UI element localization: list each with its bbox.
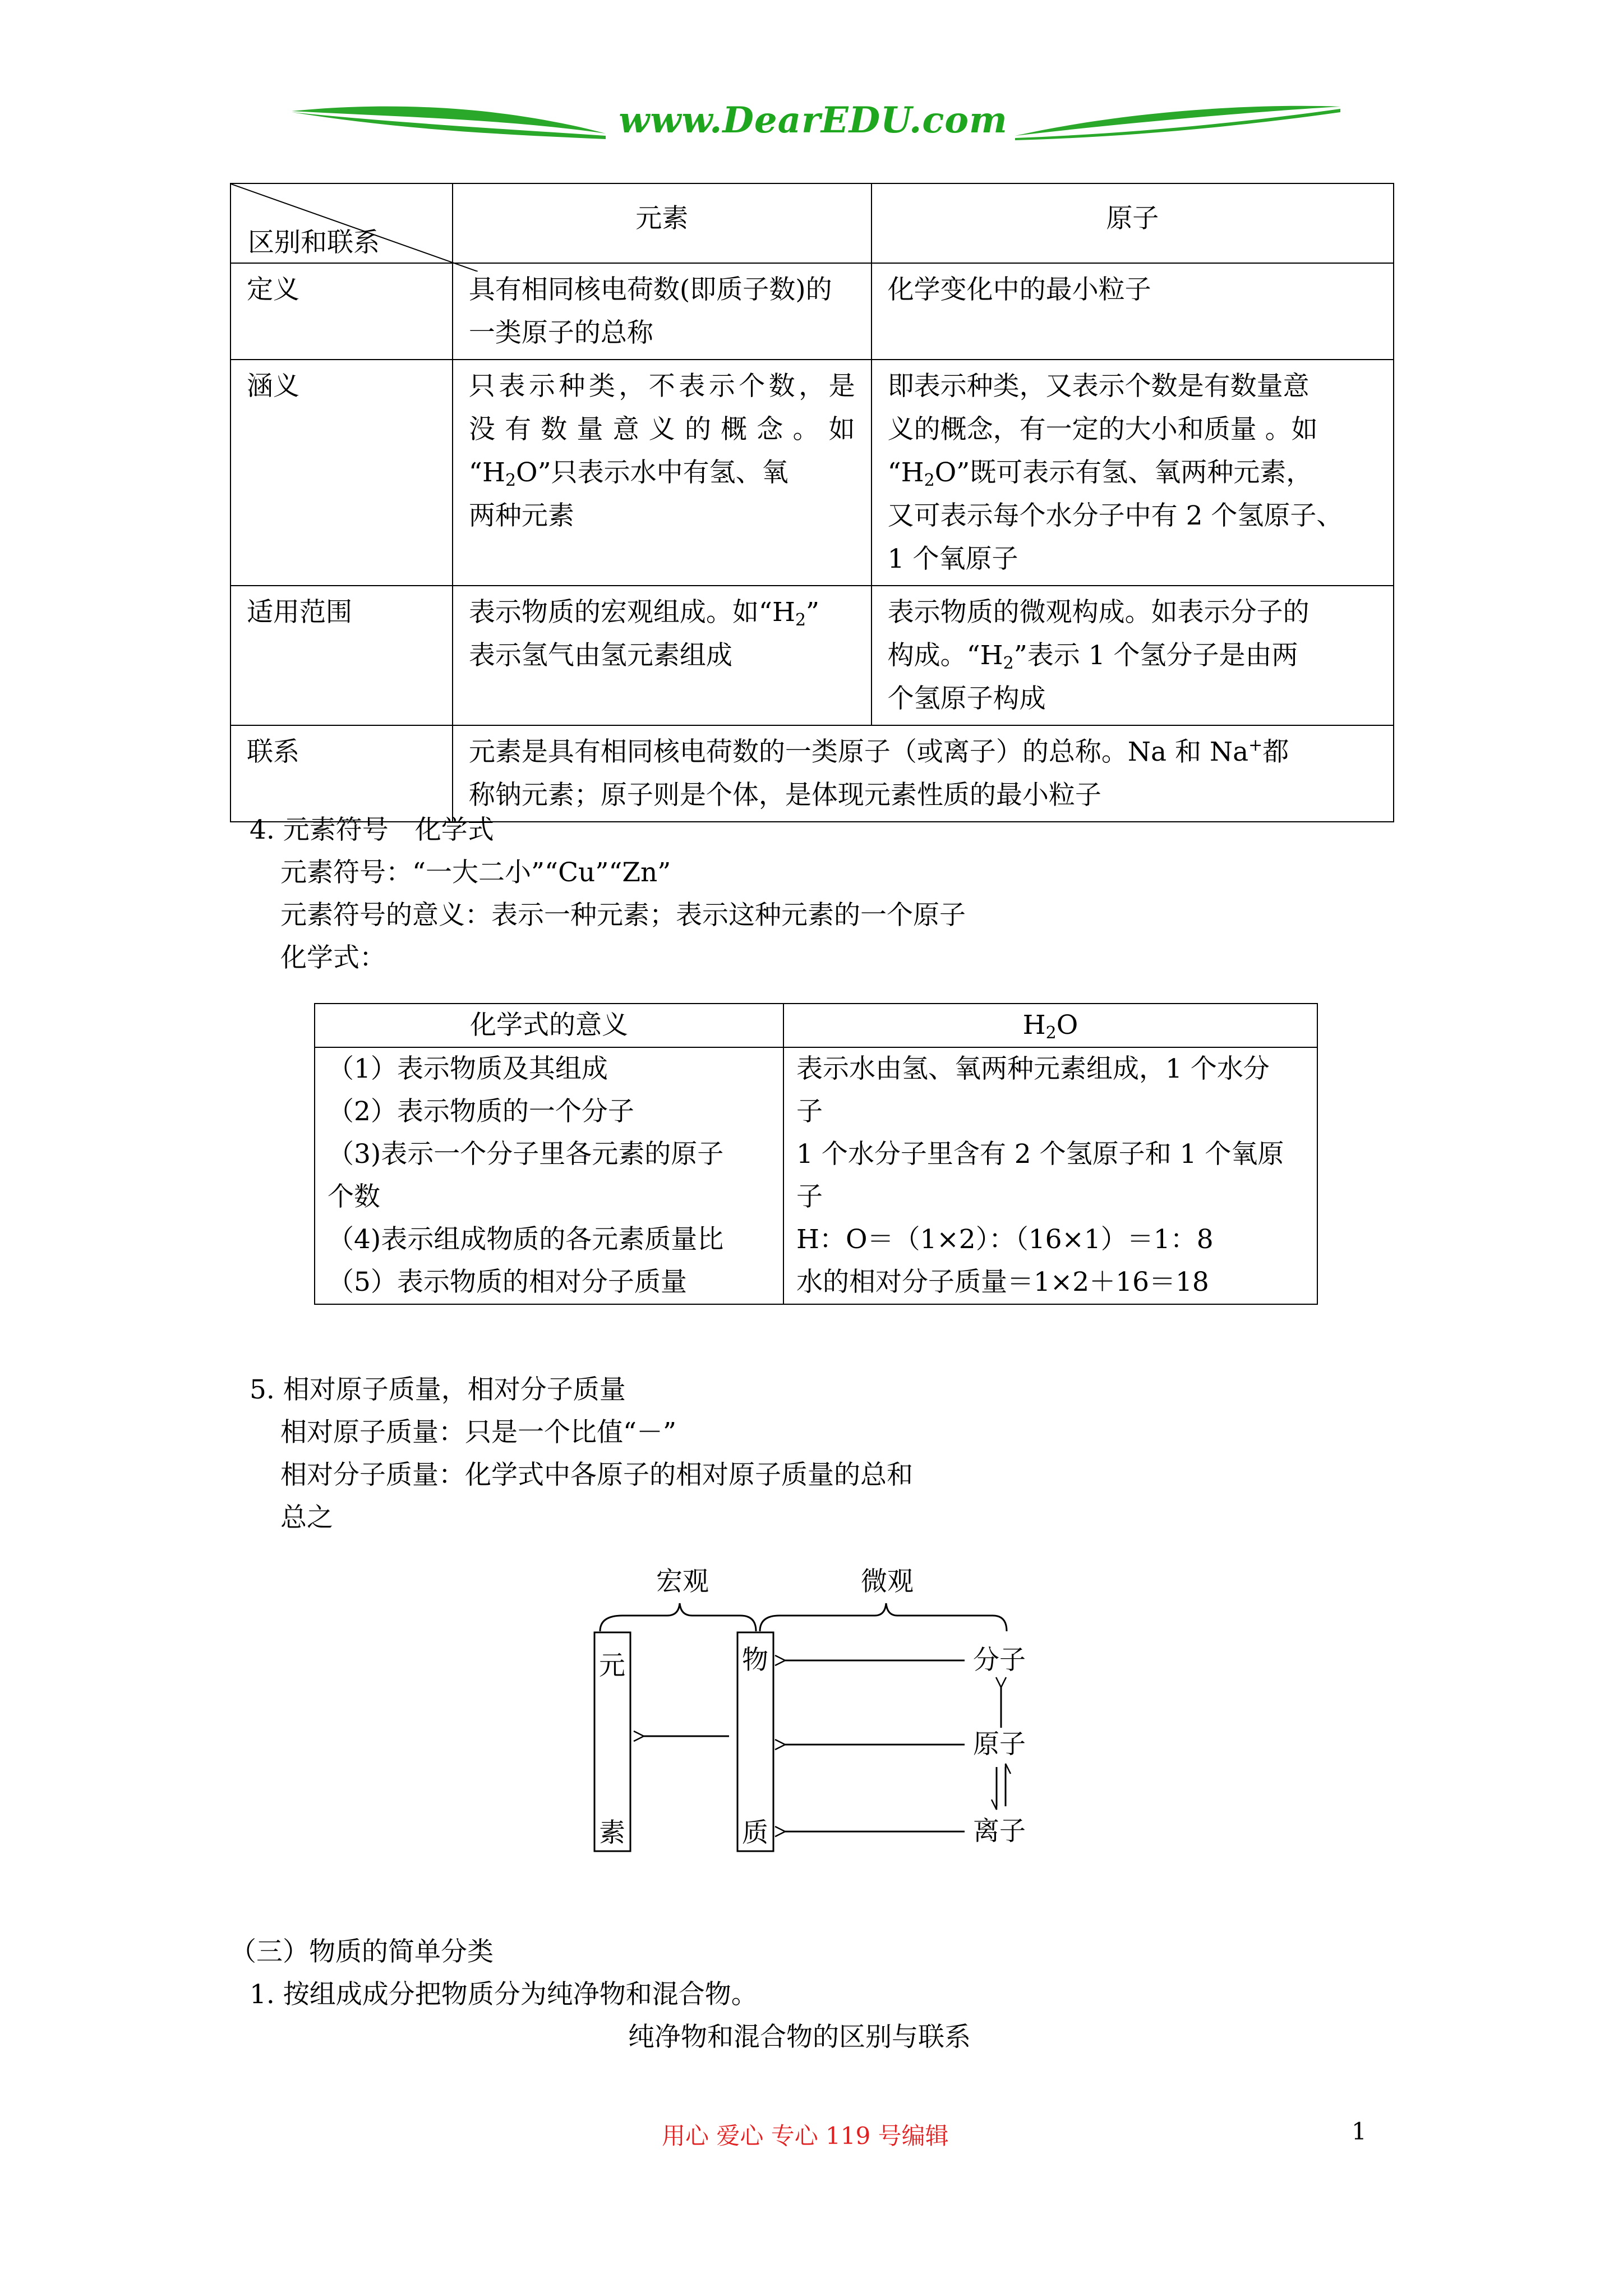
meaning-atom: 即表示种类，又表示个数是有数量意 义的概念，有一定的大小和质量 。如 “$H_2O$”既可表示有氢、氧两种元素， 又可表示每个水分子中有 2 个氢原子、 1 个氧原子 <box>872 360 1394 586</box>
label-element-top: 元 <box>599 1650 625 1681</box>
col-header-h2o: $H_2O$ <box>783 1004 1317 1047</box>
formula-meaning-table <box>314 1003 1318 1305</box>
page-number: 1 <box>1352 2118 1367 2145</box>
footer-text: 用心 爱心 专心 119 号编辑 <box>662 2122 949 2150</box>
scope-element: 表示物质的宏观组成。如“$H_2$” 表示氢气由氢元素组成 <box>453 586 872 725</box>
label-macro: 宏观 <box>656 1566 709 1597</box>
row-label-definition: 定义 <box>230 263 453 360</box>
row-label-relation: 联系 <box>230 725 453 822</box>
table-corner-cell <box>230 183 453 263</box>
definition-atom: 化学变化中的最小粒子 <box>872 263 1394 360</box>
meaning-list: （1）表示物质及其组成 （2）表示物质的一个分子 （3)表示一个分子里各元素的原子 个数 （4)表示组成物质的各元素质量比 （5）表示物质的相对分子质量 <box>315 1047 783 1304</box>
section3-center-title: 纯净物和混合物的区别与联系 <box>628 2022 971 2053</box>
col-header-element: 元素 <box>453 183 872 263</box>
scope-atom: 表示物质的微观构成。如表示分子的 构成。“$H_2$”表示 1 个氢分子是由两 个氢原子构成 <box>872 586 1394 725</box>
section5-line1: 相对原子质量：只是一个比值“－” <box>280 1417 677 1448</box>
section4-title: 4. 元素符号 化学式 <box>250 815 494 845</box>
section4-line2: 元素符号的意义：表示一种元素；表示这种元素的一个原子 <box>280 900 966 931</box>
label-ion: 离子 <box>973 1816 1026 1847</box>
section5-line3: 总之 <box>280 1502 333 1533</box>
element-atom-table <box>230 183 1394 822</box>
section4-line1: 元素符号：“一大二小”“Cu”“Zn” <box>280 857 671 888</box>
label-micro: 微观 <box>861 1566 914 1597</box>
row-label-scope: 适用范围 <box>230 586 453 725</box>
row-label-meaning: 涵义 <box>230 360 453 586</box>
section3-title: （三）物质的简单分类 <box>230 1936 494 1967</box>
section3-line1: 1. 按组成成分把物质分为纯净物和混合物。 <box>250 1979 758 2010</box>
label-element-bottom: 素 <box>599 1818 625 1848</box>
definition-element: 具有相同核电荷数(即质子数)的一类原子的总称 <box>453 263 872 360</box>
section5-line2: 相对分子质量：化学式中各原子的相对原子质量的总和 <box>280 1460 913 1490</box>
matter-composition-diagram <box>561 1559 1066 1874</box>
relation-text: 元素是具有相同核电荷数的一类原子（或离子）的总称。Na 和 Na+都 称钠元素；原子则是个体，是体现元素性质的最小粒子 <box>453 725 1394 822</box>
site-url[interactable]: www.DearEDU.com <box>619 99 1008 141</box>
meaning-element: 只表示种类，不表示个数，是 没有数量意义的概念。如 “$H_2O$”只表示水中有氢、氧 两种元素 <box>453 360 872 586</box>
site-header <box>292 90 1340 151</box>
section4-line3: 化学式： <box>280 942 386 973</box>
label-matter-top: 物 <box>742 1645 768 1676</box>
label-matter-bottom: 质 <box>742 1818 768 1848</box>
label-atom: 原子 <box>973 1729 1026 1760</box>
section5-title: 5. 相对原子质量，相对分子质量 <box>250 1374 626 1405</box>
col-header-atom: 原子 <box>872 183 1394 263</box>
corner-label: 区别和联系 <box>248 227 380 258</box>
h2o-list: 表示水由氢、氧两种元素组成，1 个水分 子 1 个水分子里含有 2 个氢原子和 1 个氧原 子 H：O＝（1×2）：（16×1）＝1：8 水的相对分子质量＝1×2＋16＝18 <box>783 1047 1317 1304</box>
label-molecule: 分子 <box>973 1645 1026 1676</box>
col-header-meaning: 化学式的意义 <box>315 1004 783 1047</box>
